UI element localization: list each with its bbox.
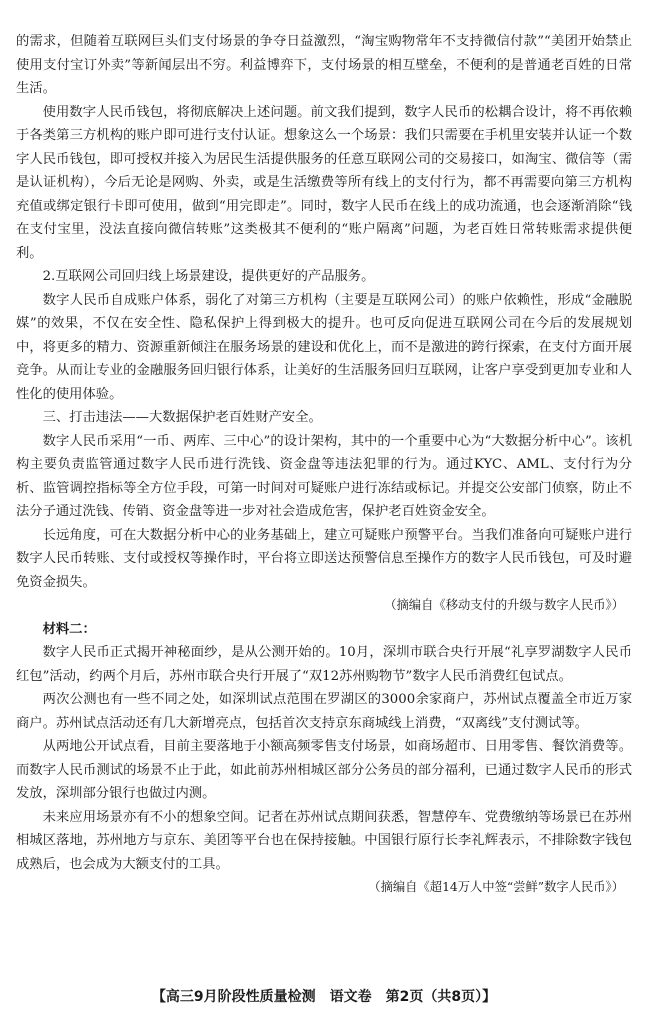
- paragraph: 长远角度，可在大数据分析中心的业务基础上，建立可疑账户预警平台。当我们准备向可疑账户进行数字人民币转账、支付或授权等操作时，平台将立即送达预警信息至操作方的数字人民币钱包，可及时避免资金损失。: [16, 527, 632, 590]
- paragraph: 数字人民币正式揭开神秘面纱，是从公测开始的。10月，深圳市联合央行开展“礼享罗湖数字人民币红包”活动，约两个月后，苏州市联合央行开展了“双12苏州购物节”数字人民币消费红包试点。: [16, 645, 632, 684]
- page-footer: 【高三9月阶段性质量检测 语文卷 第2页（共8页）】: [151, 989, 497, 1005]
- source-citation-1: （摘编自《移动支付的升级与数字人民币》）: [384, 598, 624, 612]
- paragraph: 数字人民币自成账户体系，弱化了对第三方机构（主要是互联网公司）的账户依赖性，形成“金融脱媒”的效果，不仅在安全性、隐私保护上得到极大的提升。也可反向促进互联网公司在今后的发展规划中，将更多的精力、资源重新倾注在服务场景的建设和优化上，而不是激进的跨行探索，在支付方面开展竞争。从而让专业的金融服务回归银行体系，让美好的生活服务回归互联网，让客户享受到更加专业和人性化的使用体验。: [16, 292, 632, 402]
- source-citation-2: （摘编自《超14万人中签“尝鲜”数字人民币》）: [368, 880, 624, 894]
- page-content: [16, 30, 632, 900]
- paragraph: 两次公测也有一些不同之处，如深圳试点范围在罗湖区的3000余家商户，苏州试点覆盖全市近万家商户。苏州试点活动还有几大新增亮点，包括首次支持京东商城线上消费，“双离线”支付测试等。: [16, 692, 632, 731]
- paragraph: 从两地公开试点看，目前主要落地于小额高频零售支付场景，如商场超市、日用零售、餐饮消费等。而数字人民币测试的场景不止于此，如此前苏州相城区部分公务员的部分福利，已通过数字人民币的形式发放，深圳部分银行也做过内测。: [16, 739, 632, 801]
- paragraph-continued: 的需求，但随着互联网巨头们支付场景的争夺日益激烈，“淘宝购物常年不支持微信付款”“美团开始禁止使用支付宝订外卖”等新闻层出不穷。利益博弈下，支付场景的相互壁垒，不便利的是普通老百姓的日常生活。: [16, 34, 632, 96]
- subheading: 2.互联网公司回归线上场景建设，提供更好的产品服务。: [42, 269, 375, 284]
- paragraph: 使用数字人民币钱包，将彻底解决上述问题。前文我们提到，数字人民币的松耦合设计，将不再依赖于各类第三方机构的账户即可进行支付认证。想象这么一个场景：我们只需要在手机里安装并认证一个数字人民币钱包，即可授权并接入为居民生活提供服务的任意互联网公司的交易接口，如淘宝、微信等（需是认证机构），今后无论是网购、外卖，或是生活缴费等所有线上的支付行为，都不再需要向第三方机构充值或绑定银行卡即可使用，做到“用完即走”。同时，数字人民币在线上的成功流通，也会逐渐消除“钱在支付宝里，没法直接向微信转账”这类极其不便利的“账户隔离”问题，为老百姓日常转账需求提供便利。: [16, 104, 632, 261]
- section-heading: 三、打击违法——大数据保护老百姓财产安全。: [42, 410, 322, 425]
- paragraph: 未来应用场景亦有不小的想象空间。记者在苏州试点期间获悉，智慧停车、党费缴纳等场景已在苏州相城区落地，苏州地方与京东、美团等平台也在保持接触。中国银行原行长李礼辉表示，不排除数字钱包成熟后，也会成为大额支付的工具。: [16, 809, 632, 872]
- material-2-heading: 材料二：: [42, 621, 96, 637]
- paragraph: 数字人民币采用“一币、两库、三中心”的设计架构，其中的一个重要中心为“大数据分析中心”。该机构主要负责监管通过数字人民币进行洗钱、资金盘等违法犯罪的行为。通过KYC、AML、支付行为分析、监管调控指标等全方位手段，可第一时间对可疑账户进行冻结或标记。并提交公安部门侦察，防止不法分子通过洗钱、传销、资金盘等进一步对社会造成危害，保护老百姓资金安全。: [16, 433, 632, 519]
